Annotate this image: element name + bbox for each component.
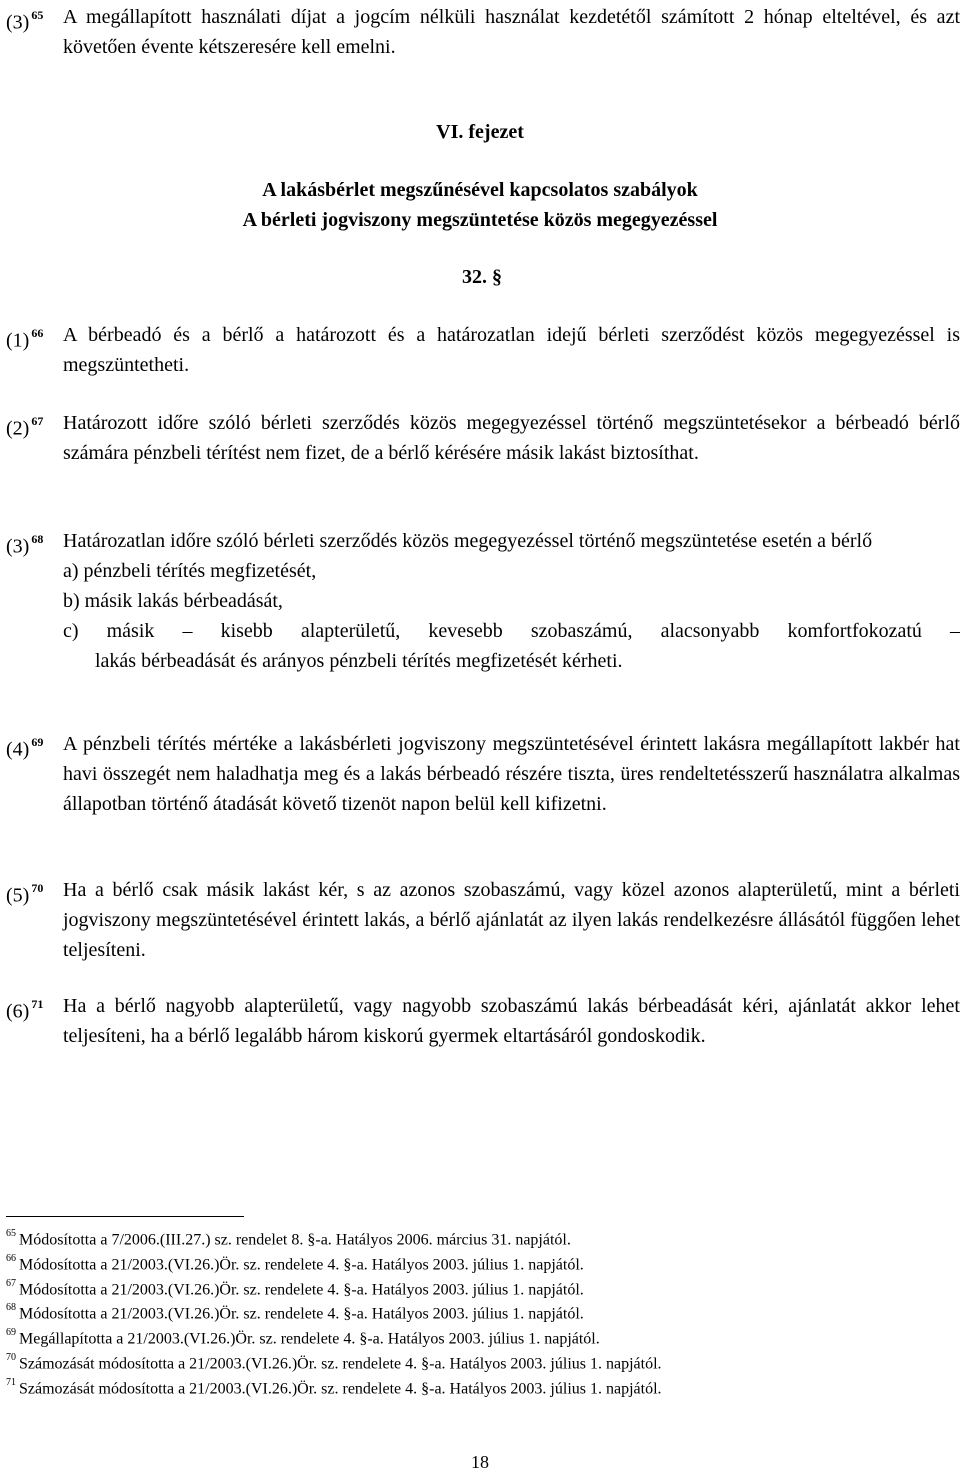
- paragraph-1: [6, 320, 960, 380]
- section-title: A bérleti jogviszony megszüntetése közös megegyezéssel: [242, 209, 718, 231]
- footnote-text: Módosította a 21/2003.(VI.26.)Ör. sz. rendelete 4. §-a. Hatályos 2003. július 1. napjától.: [19, 1280, 584, 1298]
- footnote-ref[interactable]: 65: [31, 8, 44, 22]
- footnote-number: 67: [6, 1277, 16, 1289]
- footnote: [6, 1350, 946, 1375]
- paragraph-number: (5) $^{70}$: [6, 881, 44, 907]
- footnote-ref[interactable]: 70: [31, 881, 44, 895]
- paragraph-number: (2) $^{67}$: [6, 414, 44, 440]
- section-number: 32. §: [462, 266, 502, 288]
- list-item-a: a) pénzbeli térítés megfizetését,: [63, 560, 317, 582]
- footnote-number: 65: [6, 1228, 16, 1239]
- footnote-ref[interactable]: 66: [31, 326, 44, 340]
- paragraph-text: A megállapított használati díjat a jogcím nélküli használat kezdetétől számított 2 hónap elteltével, és azt követően évente kétszeresére kell emelni.: [63, 6, 960, 58]
- list-item-b: b) másik lakás bérbeadását,: [63, 590, 283, 612]
- paragraph-5: [6, 875, 960, 965]
- footnote-text: Megállapította a 21/2003.(VI.26.)Ör. sz. rendelete 4. §-a. Hatályos 2003. július 1. napjától.: [19, 1330, 600, 1348]
- footnote: [6, 1325, 946, 1350]
- footnotes: [6, 1226, 946, 1400]
- page-number: 18: [471, 1452, 489, 1472]
- paragraph-number: (3) $^{68}$: [6, 532, 44, 558]
- list-item-c: c) másik – kisebb alapterületű, kevesebb szobaszámú, alacsonyabb komfortfokozatú –: [63, 620, 960, 642]
- footnote: [6, 1276, 946, 1301]
- paragraph-text: A bérbeadó és a bérlő a határozott és a határozatlan idejű bérleti szerződést közös megegyezéssel is megszüntetheti.: [63, 324, 960, 376]
- footnote-text: Számozását módosította a 21/2003.(VI.26.)Ör. sz. rendelete 4. §-a. Hatályos 2003. július 1. napjától.: [19, 1380, 662, 1398]
- footnote: [6, 1226, 946, 1251]
- footnote-ref[interactable]: 71: [31, 997, 44, 1011]
- footnote: [6, 1375, 946, 1400]
- footnote-ref[interactable]: 69: [31, 735, 44, 749]
- footnote-text: Módosította a 21/2003.(VI.26.)Ör. sz. rendelete 4. §-a. Hatályos 2003. július 1. napjától.: [19, 1256, 584, 1274]
- paragraph-6: [6, 991, 960, 1051]
- footnote-text: Módosította a 21/2003.(VI.26.)Ör. sz. rendelete 4. §-a. Hatályos 2003. július 1. napjától.: [19, 1305, 584, 1323]
- footnote: [6, 1300, 946, 1325]
- chapter-title: VI. fejezet: [436, 121, 524, 143]
- paragraph-4: [6, 729, 960, 819]
- paragraph-number: (4) $^{69}$: [6, 735, 44, 761]
- footnote-number: 70: [6, 1352, 16, 1364]
- footnote-ref[interactable]: 68: [31, 532, 44, 546]
- paragraph-text: Ha a bérlő nagyobb alapterületű, vagy nagyobb szobaszámú lakás bérbeadását kéri, ajánlatát akkor lehet teljesíteni, ha a bérlő legalább három kiskorú gyermek eltartásáról gondoskodik.: [63, 995, 960, 1047]
- paragraph-number: (1) $^{66}$: [6, 326, 44, 352]
- intro-paragraph: [6, 2, 960, 62]
- footnote-separator: [6, 1216, 244, 1217]
- paragraph-text: Határozatlan időre szóló bérleti szerződés közös megegyezéssel történő megszüntetése esetén a bérlő: [63, 530, 873, 552]
- footnote-number: 68: [6, 1302, 16, 1314]
- footnote: [6, 1251, 946, 1276]
- paragraph-body: [63, 526, 960, 676]
- footnote-text: Módosította a 7/2006.(III.27.) sz. rendelet 8. §-a. Hatályos 2006. március 31. napjától.: [19, 1231, 571, 1249]
- paragraph-2: [6, 408, 960, 468]
- paragraph-text: A pénzbeli térítés mértéke a lakásbérleti jogviszony megszüntetésével érintett lakásra megállapított lakbér hat havi összegét nem haladhatja meg és a lakás bérbeadó részére tiszta, üres rendeltetésszerű használatra alkalmas állapotban történő átadását követő tizenöt napon belül kell kifizetni.: [63, 733, 960, 815]
- paragraph-number: (6) $^{71}$: [6, 997, 44, 1023]
- paragraph-text: Ha a bérlő csak másik lakást kér, s az azonos szobaszámú, vagy közel azonos alapterületű, mint a bérleti jogviszony megszüntetésével érintett lakás, a bérlő ajánlatát az ilyen lakás rendelkezésre állásától függően lehet teljesíteni.: [63, 879, 960, 961]
- paragraph-3: [6, 526, 960, 676]
- list-item-continuation: lakás bérbeadását és arányos pénzbeli térítés megfizetését kérheti.: [95, 650, 623, 672]
- paragraph-text: Határozott időre szóló bérleti szerződés közös megegyezéssel történő megszüntetésekor a bérbeadó bérlő számára pénzbeli térítést nem fizet, de a bérlő kérésére másik lakást biztosíthat.: [63, 412, 960, 464]
- footnote-number: 66: [6, 1252, 16, 1264]
- paragraph-number: (3) $^{65}$: [6, 8, 44, 34]
- footnote-number: 71: [6, 1376, 16, 1388]
- footnote-text: Számozását módosította a 21/2003.(VI.26.)Ör. sz. rendelete 4. §-a. Hatályos 2003. július 1. napjától.: [19, 1355, 662, 1373]
- footnote-number: 69: [6, 1327, 16, 1339]
- footnote-ref[interactable]: 67: [31, 414, 44, 428]
- chapter-subtitle: A lakásbérlet megszűnésével kapcsolatos szabályok: [262, 179, 698, 201]
